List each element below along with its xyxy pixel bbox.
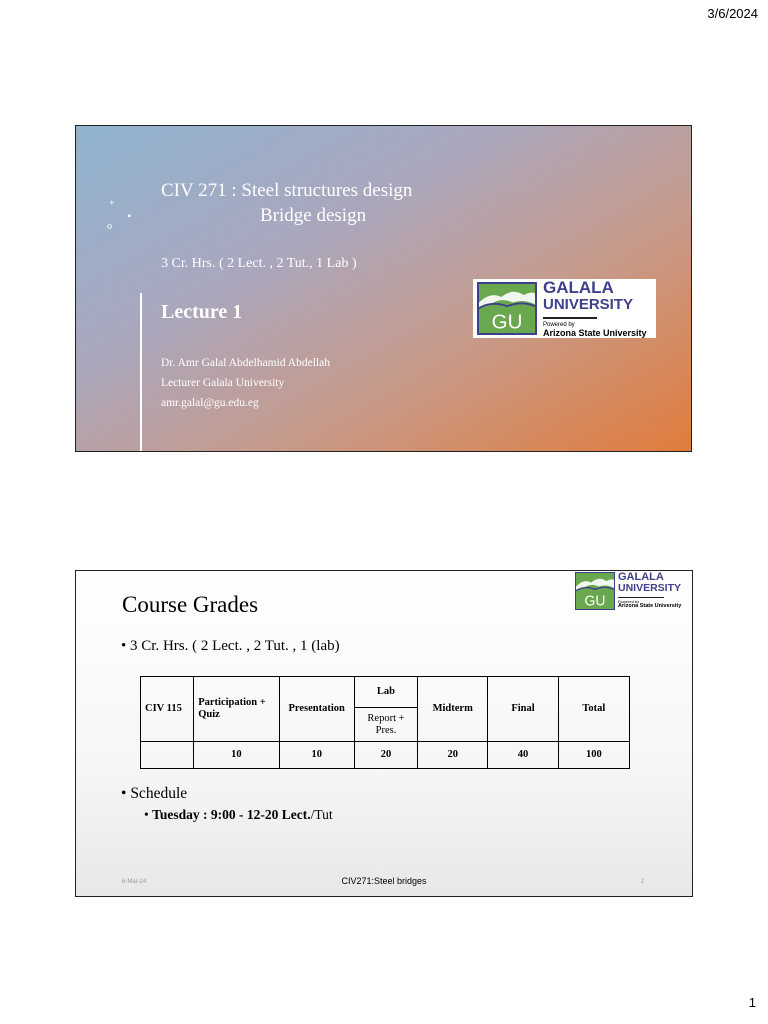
vertical-divider (140, 293, 142, 452)
lab-value: 20 (354, 741, 417, 768)
final-value: 40 (488, 741, 558, 768)
logo-line1: GALALA (618, 571, 664, 584)
slide-title-line1: CIV 271 : Steel structures design (161, 180, 413, 201)
slide-title-line2: Bridge design (260, 205, 367, 226)
logo-line2: UNIVERSITY (543, 296, 634, 313)
logo-line1: GALALA (543, 278, 614, 297)
midterm-value: 20 (418, 741, 488, 768)
page-number: 1 (748, 995, 756, 1010)
presentation-value: 10 (279, 741, 354, 768)
slide-footer-title: CIV271:Steel bridges (341, 876, 427, 886)
schedule-type: /Tut (310, 807, 333, 822)
dot-decoration-icon: • (127, 209, 132, 223)
gu-logo-mark-icon (477, 282, 537, 335)
logo-powered-by: Powered by (618, 599, 640, 605)
galala-university-logo-small (575, 571, 693, 611)
logo-powered-by: Powered by (543, 322, 575, 328)
gu-mark-text: GU (491, 311, 523, 333)
author-name: Dr. Amr Galal Abdelhamid Abdellah (161, 357, 330, 369)
total-value: 100 (558, 741, 629, 768)
author-role: Lecturer Galala University (161, 377, 285, 389)
slide-footer-number: 2 (640, 879, 644, 885)
lab-header: Lab (354, 677, 417, 708)
logo-partner: Arizona State University (543, 328, 647, 338)
schedule-text: Schedule (130, 785, 188, 802)
participation-header: Participation + Quiz (194, 677, 279, 742)
course-code-cell: CIV 115 (141, 677, 194, 742)
author-block (161, 353, 330, 413)
presentation-header: Presentation (279, 677, 354, 742)
table-cell-empty (141, 741, 194, 768)
page-date: 3/6/2024 (707, 6, 758, 21)
total-header: Total (558, 677, 629, 742)
galala-university-logo (473, 279, 656, 338)
final-header: Final (488, 677, 558, 742)
plus-decoration-icon: + (109, 198, 115, 209)
participation-value: 10 (194, 741, 279, 768)
course-grades-slide (75, 570, 693, 897)
gu-mark-text-small: GU (584, 593, 606, 609)
schedule-sub-bullet: • Tuesday : 9:00 - 12-20 Lect./Tut (144, 807, 333, 822)
credit-hours: 3 Cr. Hrs. ( 2 Lect. , 2 Tut., 1 Lab ) (161, 256, 357, 271)
logo-line2: UNIVERSITY (618, 582, 682, 595)
title-slide (75, 125, 692, 452)
logo-rule (543, 317, 597, 319)
slide-footer-date: 6-Mar-24 (122, 879, 147, 885)
ring-decoration-icon: o (107, 221, 112, 232)
schedule-bullet: • Schedule (121, 785, 188, 802)
credit-hours-bullet: • 3 Cr. Hrs. ( 2 Lect. , 2 Tut. , 1 (lab) (121, 638, 340, 654)
slide-title: Course Grades (122, 592, 259, 617)
credit-hours-text: 3 Cr. Hrs. ( 2 Lect. , 2 Tut. , 1 (lab) (130, 638, 340, 654)
slide-title (161, 178, 412, 228)
midterm-header: Midterm (418, 677, 488, 742)
author-email[interactable]: amr.galal@gu.edu.eg (161, 397, 259, 409)
logo-partner: Arizona State University (618, 603, 682, 610)
lab-subheader: Report + Pres. (354, 708, 417, 741)
logo-rule (618, 597, 664, 599)
gu-logo-mark-icon (575, 572, 615, 610)
schedule-time: Tuesday : 9:00 - 12-20 Lect. (152, 807, 311, 822)
grades-table (140, 676, 630, 769)
lecture-label: Lecture 1 (161, 301, 243, 323)
